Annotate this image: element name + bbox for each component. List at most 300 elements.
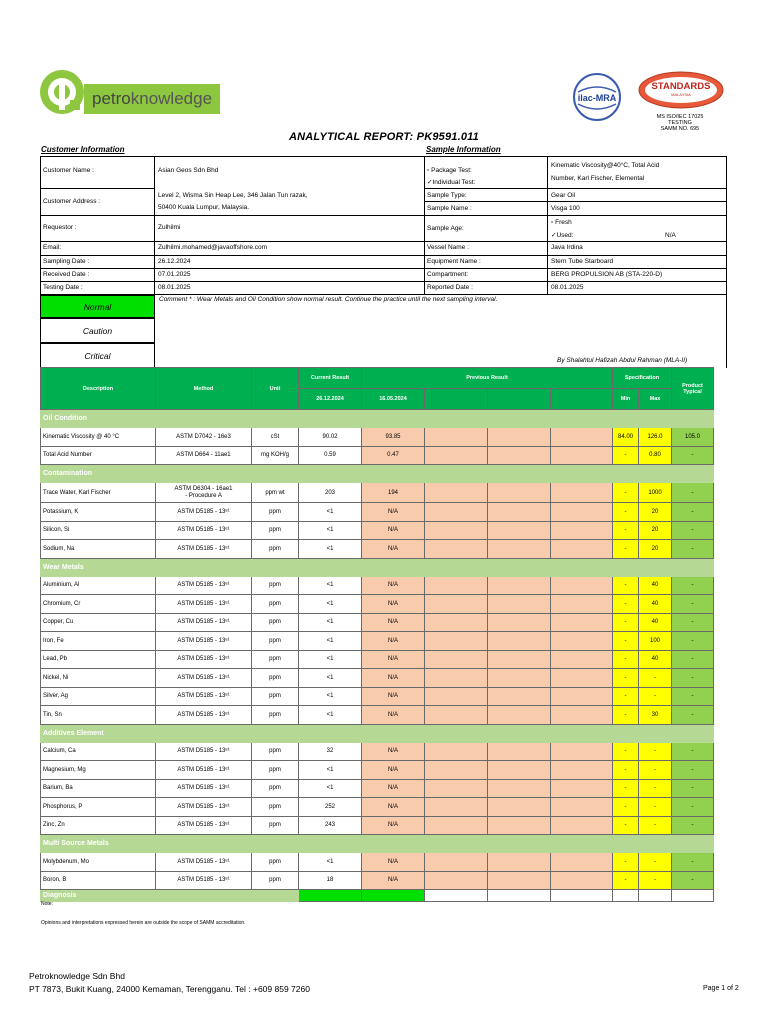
- cell-method: ASTM D5185 - 13ᵉ¹: [156, 613, 252, 632]
- cell-prev-empty: [488, 632, 551, 651]
- section-title: Multi Source Metals: [41, 835, 714, 853]
- cell-prev-empty: [551, 816, 613, 835]
- cell-typical: -: [672, 706, 714, 725]
- cell-prev-empty: [425, 853, 488, 872]
- cell-unit: ppm: [252, 871, 299, 890]
- requestor: Zulhilmi: [158, 224, 181, 231]
- ilac-mra-logo: [572, 72, 622, 126]
- cell-prev-empty: [425, 650, 488, 669]
- cell-previous: N/A: [362, 632, 425, 651]
- checkbox-empty-icon[interactable]: ▫: [551, 219, 554, 226]
- col-typical: Product Typical: [672, 368, 714, 410]
- section-row: [41, 835, 714, 853]
- cell-method: ASTM D5185 - 13ᵉ¹: [156, 706, 252, 725]
- cell-description: Chromium, Cr: [41, 595, 156, 614]
- cell-spec-max: -: [639, 871, 672, 890]
- cell-description: Zinc, Zn: [41, 816, 156, 835]
- cell-typical: -: [672, 613, 714, 632]
- section-title: Contamination: [41, 465, 714, 483]
- cell-prev-empty: [425, 595, 488, 614]
- cell-prev-empty: [425, 742, 488, 761]
- table-row: [41, 669, 714, 688]
- compartment: BERG PROPULSION AB (STA-220-D): [551, 271, 663, 278]
- cell-spec-max: 40: [639, 613, 672, 632]
- report-title: ANALYTICAL REPORT: PK9591.011: [289, 131, 479, 143]
- diagnosis-current: [299, 890, 362, 902]
- cell-previous: N/A: [362, 503, 425, 522]
- section-row: [41, 465, 714, 483]
- cell-description: Aluminium, Al: [41, 576, 156, 595]
- table-row: [41, 650, 714, 669]
- table-row: [41, 595, 714, 614]
- cell-spec-min: -: [613, 540, 639, 559]
- cell-typical: -: [672, 503, 714, 522]
- cell-prev-empty: [488, 779, 551, 798]
- cell-description: Calcium, Ca: [41, 742, 156, 761]
- cell-prev-empty: [551, 798, 613, 817]
- diagnosis-empty: [425, 890, 488, 902]
- note-label: Note:: [41, 901, 53, 907]
- cell-spec-max: 20: [639, 503, 672, 522]
- cell-previous: N/A: [362, 706, 425, 725]
- section-row: [41, 558, 714, 576]
- cell-method: ASTM D5185 - 13ᵉ¹: [156, 540, 252, 559]
- cell-prev-empty: [551, 576, 613, 595]
- standards-text: STANDARDS: [651, 81, 711, 92]
- cell-prev-empty: [551, 521, 613, 540]
- cell-current: <1: [299, 761, 362, 780]
- cell-prev-empty: [425, 779, 488, 798]
- cell-unit: ppm: [252, 632, 299, 651]
- cell-prev-empty: [551, 761, 613, 780]
- cell-typical: -: [672, 871, 714, 890]
- col-spec: Specification: [613, 368, 672, 389]
- section-row: [41, 724, 714, 742]
- cell-spec-max: -: [639, 742, 672, 761]
- cell-previous: N/A: [362, 521, 425, 540]
- cell-spec-max: 1000: [639, 483, 672, 503]
- table-row: [41, 576, 714, 595]
- cell-typical: -: [672, 521, 714, 540]
- equipment-name-label: Equipment Name :: [427, 258, 481, 265]
- used-option[interactable]: ✓Used:: [551, 232, 574, 239]
- cell-spec-min: -: [613, 650, 639, 669]
- cell-prev-empty: [488, 706, 551, 725]
- cell-description: Lead, Pb: [41, 650, 156, 669]
- cell-prev-empty: [551, 706, 613, 725]
- cell-spec-max: -: [639, 669, 672, 688]
- col-description: Description: [41, 368, 156, 410]
- cell-description: Iron, Fe: [41, 632, 156, 651]
- previous-date: 16.05.2024: [362, 389, 425, 410]
- cell-method: ASTM D5185 - 13ᵉ¹: [156, 595, 252, 614]
- cell-current: <1: [299, 853, 362, 872]
- cell-spec-min: -: [613, 503, 639, 522]
- cell-spec-max: -: [639, 816, 672, 835]
- sample-type: Gear Oil: [551, 192, 576, 199]
- individual-test-option[interactable]: ✓Individual Test:: [427, 179, 476, 186]
- section-title: Wear Metals: [41, 558, 714, 576]
- package-test-option[interactable]: ▫ Package Test:: [427, 167, 472, 174]
- table-row: [41, 540, 714, 559]
- cell-prev-empty: [551, 742, 613, 761]
- method-line1: ASTM D6304 - 16ae1: [174, 485, 233, 492]
- cell-prev-empty: [425, 446, 488, 465]
- current-date: 26.12.2024: [299, 389, 362, 410]
- cell-previous: N/A: [362, 871, 425, 890]
- cell-method: ASTM D5185 - 13ᵉ¹: [156, 632, 252, 651]
- cell-typical: -: [672, 761, 714, 780]
- cell-description: Total Acid Number: [41, 446, 156, 465]
- cell-prev-empty: [488, 742, 551, 761]
- cell-method: ASTM D5185 - 13ᵉ¹: [156, 871, 252, 890]
- cell-method: ASTM D5185 - 13ᵉ¹: [156, 503, 252, 522]
- email-label: Email:: [43, 244, 62, 251]
- cell-typical: -: [672, 687, 714, 706]
- cell-description: Phosphorus, P: [41, 798, 156, 817]
- cell-prev-empty: [425, 669, 488, 688]
- brand-name: petroknowledge: [92, 89, 213, 108]
- cell-prev-empty: [425, 687, 488, 706]
- cell-spec-max: 100: [639, 632, 672, 651]
- cell-spec-min: -: [613, 871, 639, 890]
- cell-unit: ppm: [252, 576, 299, 595]
- cell-previous: N/A: [362, 650, 425, 669]
- cell-prev-empty: [551, 687, 613, 706]
- cell-previous: 0.47: [362, 446, 425, 465]
- cell-spec-max: 30: [639, 706, 672, 725]
- cell-prev-empty: [551, 540, 613, 559]
- sample-name-label: Sample Name :: [427, 205, 472, 212]
- accreditation-text: MS ISO/IEC 17025 TESTING SAMM NO. 695: [656, 114, 704, 132]
- cell-previous: N/A: [362, 816, 425, 835]
- table-row: [41, 798, 714, 817]
- cell-typical: -: [672, 779, 714, 798]
- cell-current: 32: [299, 742, 362, 761]
- sampling-date: 26.12.2024: [158, 258, 191, 265]
- table-row: [41, 521, 714, 540]
- cell-prev-empty: [551, 613, 613, 632]
- cell-method: ASTM D5185 - 13ᵉ¹: [156, 576, 252, 595]
- cell-previous: 93.85: [362, 428, 425, 447]
- testing-date-label: Testing Date :: [43, 284, 83, 291]
- cell-prev-empty: [488, 503, 551, 522]
- cell-spec-max: 40: [639, 576, 672, 595]
- cell-spec-min: -: [613, 446, 639, 465]
- diagnosis-row: [41, 890, 714, 902]
- cell-prev-empty: [488, 816, 551, 835]
- cell-method: ASTM D5185 - 13ᵉ¹: [156, 798, 252, 817]
- customer-address-line2: 50400 Kuala Lumpur, Malaysia.: [158, 204, 250, 211]
- cell-current: <1: [299, 540, 362, 559]
- cell-prev-empty: [425, 428, 488, 447]
- cell-spec-max: -: [639, 687, 672, 706]
- sample-age-label: Sample Age:: [427, 225, 464, 232]
- cell-unit: ppm: [252, 540, 299, 559]
- cell-spec-min: -: [613, 706, 639, 725]
- cell-unit: ppm: [252, 761, 299, 780]
- customer-name: Asian Geos Sdn Bhd: [158, 167, 219, 174]
- cell-prev-empty: [425, 798, 488, 817]
- cell-description: Magnesium, Mg: [41, 761, 156, 780]
- cell-description: Silver, Ag: [41, 687, 156, 706]
- cell-current: 243: [299, 816, 362, 835]
- cell-description: Trace Water, Karl Fischer: [41, 483, 156, 503]
- cell-current: <1: [299, 687, 362, 706]
- cell-method: ASTM D5185 - 13ᵉ¹: [156, 669, 252, 688]
- cell-prev-empty: [425, 521, 488, 540]
- cell-previous: N/A: [362, 798, 425, 817]
- cell-unit: ppm: [252, 798, 299, 817]
- table-row: [41, 706, 714, 725]
- customer-address-label: Customer Address :: [43, 198, 101, 205]
- cell-spec-min: -: [613, 669, 639, 688]
- cell-spec-max: 0.80: [639, 446, 672, 465]
- table-row: [41, 779, 714, 798]
- cell-prev-empty: [488, 687, 551, 706]
- cell-method: ASTM D664 - 11ae1: [156, 446, 252, 465]
- cell-unit: ppm wt: [252, 483, 299, 503]
- col-max: Max: [639, 389, 672, 410]
- cell-current: <1: [299, 576, 362, 595]
- cell-spec-min: -: [613, 816, 639, 835]
- vessel-name-label: Vessel Name :: [427, 244, 469, 251]
- cell-current: 252: [299, 798, 362, 817]
- col-previous: Previous Result: [362, 368, 613, 389]
- cell-prev-empty: [425, 871, 488, 890]
- requestor-label: Requestor :: [43, 224, 77, 231]
- cell-method: ASTM D5185 - 13ᵉ¹: [156, 650, 252, 669]
- cell-description: Sodium, Na: [41, 540, 156, 559]
- cell-previous: N/A: [362, 742, 425, 761]
- cell-unit: cSt: [252, 428, 299, 447]
- cell-spec-min: -: [613, 798, 639, 817]
- cell-spec-min: -: [613, 521, 639, 540]
- cell-current: <1: [299, 632, 362, 651]
- cell-prev-empty: [551, 428, 613, 447]
- cell-prev-empty: [488, 871, 551, 890]
- cell-prev-empty: [488, 853, 551, 872]
- cell-prev-empty: [425, 576, 488, 595]
- table-row: [41, 871, 714, 890]
- cell-typical: 105.0: [672, 428, 714, 447]
- cell-current: 0.59: [299, 446, 362, 465]
- cell-current: <1: [299, 503, 362, 522]
- tests-line1: Kinematic Viscosity@40°C, Total Acid: [551, 162, 660, 169]
- cell-unit: ppm: [252, 595, 299, 614]
- cell-spec-max: -: [639, 779, 672, 798]
- cell-prev-empty: [551, 779, 613, 798]
- cell-unit: ppm: [252, 779, 299, 798]
- cell-spec-min: 84.00: [613, 428, 639, 447]
- table-row: [41, 632, 714, 651]
- cell-unit: ppm: [252, 853, 299, 872]
- cell-spec-max: 40: [639, 650, 672, 669]
- cell-method: ASTM D5185 - 13ᵉ¹: [156, 779, 252, 798]
- cell-prev-empty: [551, 669, 613, 688]
- cell-prev-empty: [488, 576, 551, 595]
- status-critical: Critical: [40, 343, 155, 368]
- cell-current: <1: [299, 521, 362, 540]
- cell-typical: -: [672, 540, 714, 559]
- footer-address: PT 7873, Bukit Kuang, 24000 Kemaman, Terengganu. Tel : +609 859 7260: [29, 984, 310, 994]
- customer-name-label: Customer Name :: [43, 167, 94, 174]
- cell-prev-empty: [488, 521, 551, 540]
- cell-previous: 194: [362, 483, 425, 503]
- table-row: [41, 503, 714, 522]
- table-row: [41, 816, 714, 835]
- cell-description: Boron, B: [41, 871, 156, 890]
- table-row: [41, 687, 714, 706]
- checkmark-icon[interactable]: ✓: [427, 179, 433, 186]
- col-method: Method: [156, 368, 252, 410]
- cell-prev-empty: [551, 446, 613, 465]
- cell-prev-empty: [551, 503, 613, 522]
- page-number: Page 1 of 2: [703, 985, 739, 992]
- cell-previous: N/A: [362, 595, 425, 614]
- cell-previous: N/A: [362, 669, 425, 688]
- cell-spec-min: -: [613, 779, 639, 798]
- cell-prev-empty: [551, 650, 613, 669]
- col-unit: Unit: [252, 368, 299, 410]
- cell-spec-min: -: [613, 576, 639, 595]
- cell-current: 18: [299, 871, 362, 890]
- cell-spec-min: -: [613, 853, 639, 872]
- cell-prev-empty: [488, 446, 551, 465]
- standards-sub: MALAYSIA: [671, 92, 691, 97]
- diagnosis-label: Diagnosis: [41, 890, 299, 902]
- table-row: [41, 761, 714, 780]
- fresh-option[interactable]: ▫ Fresh: [551, 219, 572, 226]
- cell-previous: N/A: [362, 761, 425, 780]
- cell-prev-empty: [425, 632, 488, 651]
- received-date: 07.01.2025: [158, 271, 191, 278]
- vessel-name: Java Irdina: [551, 244, 583, 251]
- footer-company: Petroknowledge Sdn Bhd: [29, 971, 125, 981]
- cell-method: ASTM D7042 - 16e3: [156, 428, 252, 447]
- compartment-label: Compartment:: [427, 271, 469, 278]
- sample-age: N/A: [665, 232, 676, 239]
- cell-current: 203: [299, 483, 362, 503]
- cell-spec-min: -: [613, 483, 639, 503]
- cell-prev-empty: [551, 632, 613, 651]
- cell-unit: ppm: [252, 613, 299, 632]
- cell-description: Molybdenum, Mo: [41, 853, 156, 872]
- cell-current: <1: [299, 669, 362, 688]
- cell-unit: ppm: [252, 503, 299, 522]
- cell-spec-min: -: [613, 687, 639, 706]
- cell-method: ASTM D5185 - 13ᵉ¹: [156, 521, 252, 540]
- section-row: [41, 410, 714, 428]
- cell-unit: ppm: [252, 521, 299, 540]
- cell-prev-empty: [488, 798, 551, 817]
- cell-unit: ppm: [252, 687, 299, 706]
- cell-spec-max: 126.0: [639, 428, 672, 447]
- email: Zulhilmi.mohamed@javaoffshore.com: [158, 244, 268, 251]
- cell-typical: -: [672, 669, 714, 688]
- cell-prev-empty: [551, 483, 613, 503]
- cell-current: <1: [299, 595, 362, 614]
- section-title: Oil Condition: [41, 410, 714, 428]
- checkmark-icon[interactable]: ✓: [551, 232, 557, 239]
- signature: By Shalahtul Hafizah Abdul Rahman (MLA-II): [557, 357, 688, 364]
- cell-spec-min: -: [613, 595, 639, 614]
- status-normal: Normal: [40, 295, 155, 318]
- table-row: [41, 853, 714, 872]
- reported-date-label: Reported Date :: [427, 284, 473, 291]
- checkbox-empty-icon[interactable]: ▫: [427, 167, 430, 174]
- cell-typical: -: [672, 446, 714, 465]
- cell-unit: ppm: [252, 742, 299, 761]
- testing-date: 08.01.2025: [158, 284, 191, 291]
- cell-description: Potassium, K: [41, 503, 156, 522]
- customer-address-line1: Level 2, Wisma Sin Heap Lee, 346 Jalan Tun razak,: [158, 192, 308, 199]
- diagnosis-empty: [639, 890, 672, 902]
- cell-prev-empty: [551, 871, 613, 890]
- cell-typical: -: [672, 576, 714, 595]
- diagnosis-empty: [613, 890, 639, 902]
- cell-prev-empty: [551, 853, 613, 872]
- table-row: [41, 428, 714, 447]
- cell-previous: N/A: [362, 853, 425, 872]
- cell-spec-min: -: [613, 632, 639, 651]
- cell-prev-empty: [488, 428, 551, 447]
- cell-description: Barium, Ba: [41, 779, 156, 798]
- cell-description: Silicon, Si: [41, 521, 156, 540]
- sampling-date-label: Sampling Date :: [43, 258, 90, 265]
- col-current: Current Result: [299, 368, 362, 389]
- cell-previous: N/A: [362, 540, 425, 559]
- status-caution: Caution: [40, 318, 155, 343]
- cell-spec-max: -: [639, 798, 672, 817]
- diagnosis-empty: [672, 890, 714, 902]
- cell-previous: N/A: [362, 779, 425, 798]
- standards-malaysia-logo: [636, 70, 726, 110]
- cell-method: [156, 483, 252, 503]
- cell-current: <1: [299, 650, 362, 669]
- cell-previous: N/A: [362, 687, 425, 706]
- cell-current: <1: [299, 706, 362, 725]
- ilac-text: ilac-MRA: [577, 93, 617, 103]
- cell-current: <1: [299, 779, 362, 798]
- cell-prev-empty: [488, 483, 551, 503]
- received-date-label: Received Date :: [43, 271, 90, 278]
- cell-typical: -: [672, 853, 714, 872]
- cell-previous: N/A: [362, 576, 425, 595]
- sample-heading: Sample Information: [426, 145, 501, 154]
- cell-description: Kinematic Viscosity @ 40 °C: [41, 428, 156, 447]
- cell-spec-max: 20: [639, 540, 672, 559]
- cell-typical: -: [672, 632, 714, 651]
- cell-method: ASTM D5185 - 13ᵉ¹: [156, 816, 252, 835]
- cell-description: Nickel, Ni: [41, 669, 156, 688]
- cell-method: ASTM D5185 - 13ᵉ¹: [156, 742, 252, 761]
- cell-spec-max: 20: [639, 521, 672, 540]
- cell-spec-max: 40: [639, 595, 672, 614]
- cell-typical: -: [672, 650, 714, 669]
- cell-prev-empty: [488, 650, 551, 669]
- cell-prev-empty: [551, 595, 613, 614]
- sample-type-label: Sample Type:: [427, 192, 467, 199]
- cell-prev-empty: [425, 761, 488, 780]
- cell-typical: -: [672, 483, 714, 503]
- cell-prev-empty: [488, 613, 551, 632]
- results-table: [40, 367, 714, 902]
- diagnosis-previous: [362, 890, 425, 902]
- cell-method: ASTM D5185 - 13ᵉ¹: [156, 853, 252, 872]
- comment: Comment * : Wear Metals and Oil Condition show normal result. Continue the practice until the next sampling interval.: [159, 296, 498, 303]
- cell-prev-empty: [425, 706, 488, 725]
